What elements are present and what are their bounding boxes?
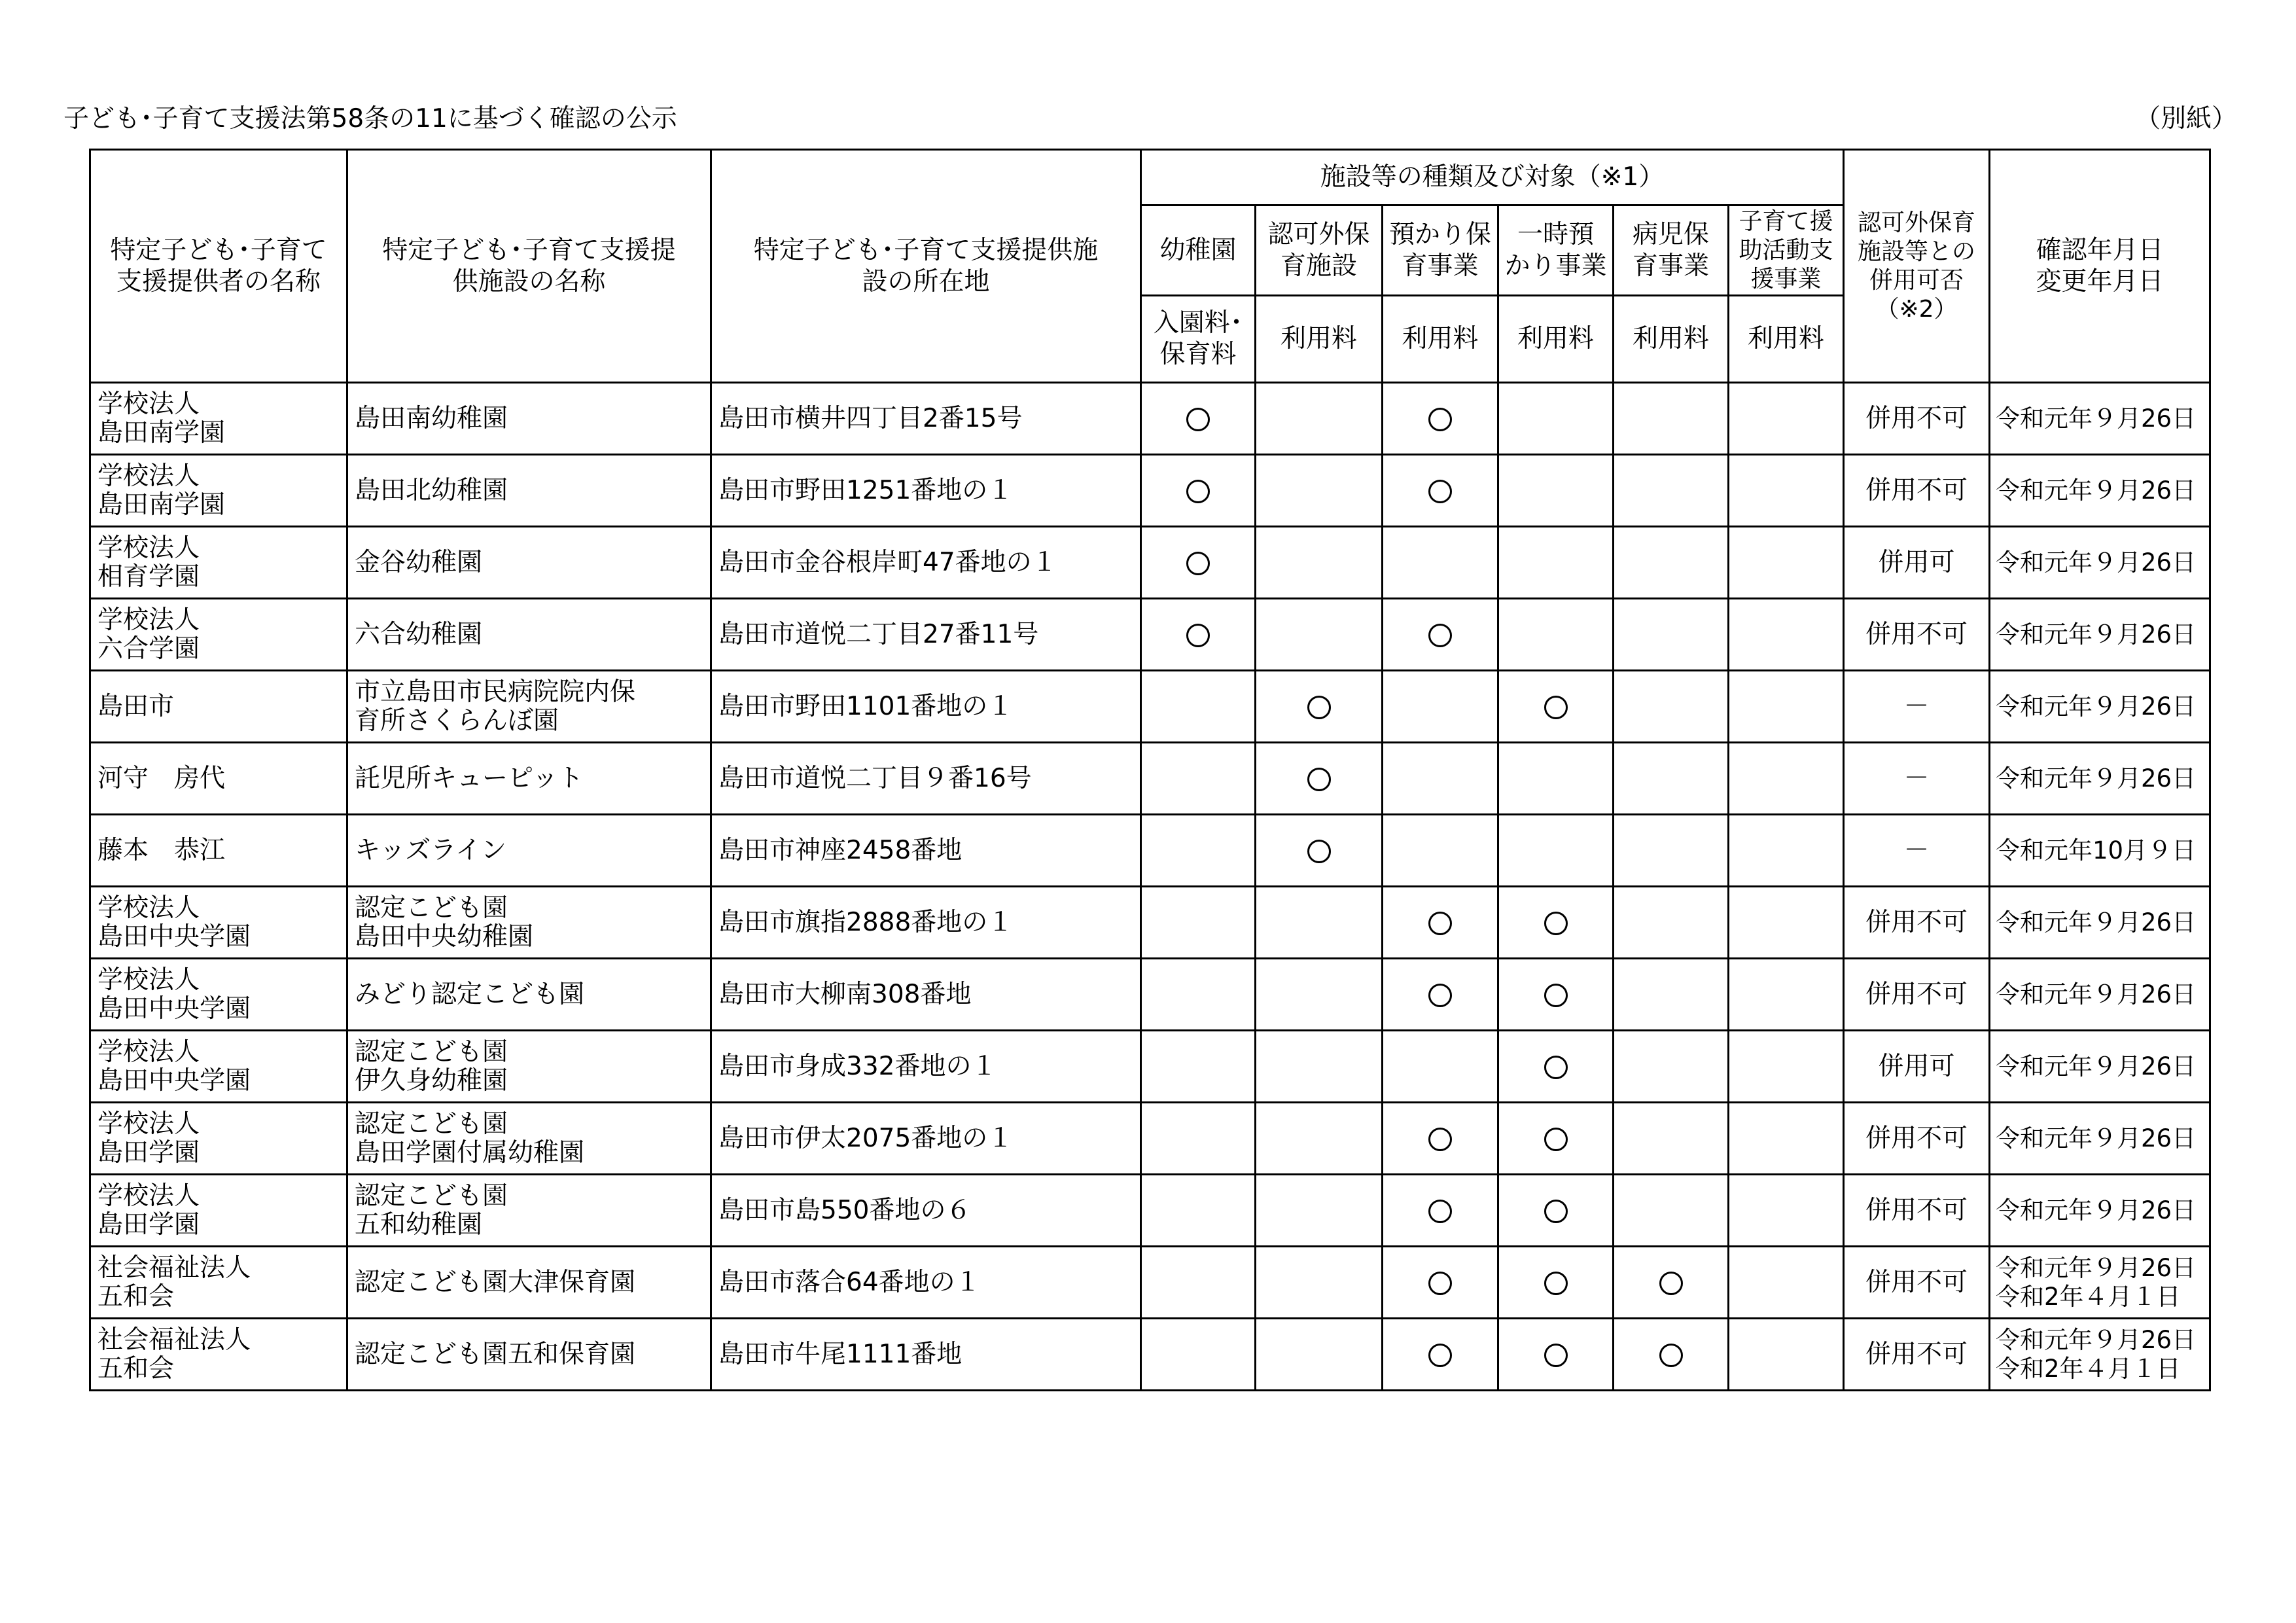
type-cell-unlicensed [1256,1103,1383,1175]
circle-mark-icon [1544,1344,1568,1367]
type-cell-extended-care [1383,599,1498,671]
table-row [90,671,2210,743]
confirmation-table [89,149,2211,1391]
table-body [90,150,2210,1391]
date-cell: 令和元年９月26日 令和2年４月１日 [1990,1247,2210,1319]
type-cell-support-activity [1729,455,1844,527]
combined-use-cell: 併用可 [1844,1031,1990,1103]
table-row [90,1175,2210,1247]
header-type-sick-child-care: 病児保 育事業 [1614,205,1729,296]
circle-mark-icon [1544,696,1568,719]
type-cell-unlicensed [1256,1175,1383,1247]
facility-name-cell: みどり認定こども園 [347,959,711,1031]
circle-mark-icon [1307,696,1331,719]
type-cell-unlicensed [1256,815,1383,887]
type-cell-temporary-care [1498,815,1614,887]
circle-mark-icon [1428,984,1452,1007]
header-type-unlicensed: 認可外保 育施設 [1256,205,1383,296]
circle-mark-icon [1307,840,1331,863]
type-cell-extended-care [1383,959,1498,1031]
facility-address-cell: 島田市牛尾1111番地 [711,1319,1141,1391]
facility-name-cell: キッズライン [347,815,711,887]
type-cell-sick-child-care [1614,1103,1729,1175]
type-cell-kindergarten [1141,887,1256,959]
type-cell-support-activity [1729,1319,1844,1391]
type-cell-temporary-care [1498,1175,1614,1247]
circle-mark-icon [1428,1200,1452,1223]
facility-address-cell: 島田市神座2458番地 [711,815,1141,887]
type-cell-unlicensed [1256,887,1383,959]
date-cell: 令和元年９月26日 [1990,1103,2210,1175]
type-cell-kindergarten [1141,383,1256,455]
combined-use-cell: 併用不可 [1844,887,1990,959]
circle-mark-icon [1186,480,1210,503]
type-cell-support-activity [1729,671,1844,743]
type-cell-unlicensed [1256,959,1383,1031]
header-facility-types: 施設等の種類及び対象（※1） [1141,150,1844,205]
facility-name-cell: 金谷幼稚園 [347,527,711,599]
type-cell-extended-care [1383,455,1498,527]
header-row-group [90,150,2210,205]
header-fee-support-activity: 利用料 [1729,296,1844,383]
type-cell-sick-child-care [1614,599,1729,671]
circle-mark-icon [1186,552,1210,575]
header-fee-temporary-care: 利用料 [1498,296,1614,383]
type-cell-sick-child-care [1614,1031,1729,1103]
table-row [90,959,2210,1031]
circle-mark-icon [1544,1056,1568,1079]
combined-use-cell: － [1844,815,1990,887]
type-cell-support-activity [1729,1247,1844,1319]
combined-use-cell: 併用不可 [1844,383,1990,455]
table-row [90,1103,2210,1175]
type-cell-kindergarten [1141,1175,1256,1247]
date-cell: 令和元年９月26日 [1990,383,2210,455]
facility-address-cell: 島田市身成332番地の１ [711,1031,1141,1103]
facility-name-cell: 認定こども園 島田学園付属幼稚園 [347,1103,711,1175]
facility-name-cell: 認定こども園 五和幼稚園 [347,1175,711,1247]
combined-use-cell: 併用不可 [1844,599,1990,671]
provider-name-cell: 学校法人 島田南学園 [90,383,347,455]
facility-name-cell: 認定こども園五和保育園 [347,1319,711,1391]
combined-use-cell: 併用不可 [1844,1175,1990,1247]
table-row [90,383,2210,455]
facility-name-cell: 認定こども園 伊久身幼稚園 [347,1031,711,1103]
header-fee-unlicensed: 利用料 [1256,296,1383,383]
table-row [90,455,2210,527]
provider-name-cell: 島田市 [90,671,347,743]
provider-name-cell: 学校法人 相育学園 [90,527,347,599]
combined-use-cell: － [1844,743,1990,815]
type-cell-sick-child-care [1614,455,1729,527]
provider-name-cell: 学校法人 島田南学園 [90,455,347,527]
circle-mark-icon [1659,1344,1683,1367]
type-cell-kindergarten [1141,455,1256,527]
date-cell: 令和元年９月26日 [1990,887,2210,959]
type-cell-kindergarten [1141,1103,1256,1175]
type-cell-sick-child-care [1614,743,1729,815]
type-cell-extended-care [1383,1247,1498,1319]
facility-address-cell: 島田市落合64番地の１ [711,1247,1141,1319]
type-cell-extended-care [1383,671,1498,743]
table-row [90,815,2210,887]
type-cell-support-activity [1729,1031,1844,1103]
type-cell-extended-care [1383,887,1498,959]
date-cell: 令和元年９月26日 [1990,1031,2210,1103]
combined-use-cell: 併用不可 [1844,1103,1990,1175]
type-cell-extended-care [1383,815,1498,887]
type-cell-temporary-care [1498,1103,1614,1175]
type-cell-extended-care [1383,1031,1498,1103]
header-fee-sick-child-care: 利用料 [1614,296,1729,383]
circle-mark-icon [1659,1272,1683,1295]
facility-address-cell: 島田市大柳南308番地 [711,959,1141,1031]
header-type-extended-care: 預かり保 育事業 [1383,205,1498,296]
table-row [90,743,2210,815]
circle-mark-icon [1544,984,1568,1007]
circle-mark-icon [1186,624,1210,647]
header-fee-extended-care: 利用料 [1383,296,1498,383]
provider-name-cell: 学校法人 島田中央学園 [90,959,347,1031]
header-type-kindergarten: 幼稚園 [1141,205,1256,296]
provider-name-cell: 学校法人 島田中央学園 [90,1031,347,1103]
type-cell-temporary-care [1498,743,1614,815]
facility-address-cell: 島田市道悦二丁目27番11号 [711,599,1141,671]
type-cell-temporary-care [1498,383,1614,455]
circle-mark-icon [1307,768,1331,791]
facility-address-cell: 島田市横井四丁目2番15号 [711,383,1141,455]
type-cell-extended-care [1383,1175,1498,1247]
type-cell-support-activity [1729,1175,1844,1247]
type-cell-support-activity [1729,743,1844,815]
type-cell-kindergarten [1141,599,1256,671]
header-type-support-activity: 子育て援 助活動支 援事業 [1729,205,1844,296]
type-cell-sick-child-care [1614,959,1729,1031]
type-cell-support-activity [1729,1103,1844,1175]
type-cell-kindergarten [1141,959,1256,1031]
facility-name-cell: 認定こども園 島田中央幼稚園 [347,887,711,959]
type-cell-kindergarten [1141,527,1256,599]
type-cell-kindergarten [1141,1031,1256,1103]
type-cell-extended-care [1383,1319,1498,1391]
type-cell-sick-child-care [1614,671,1729,743]
facility-address-cell: 島田市旗指2888番地の１ [711,887,1141,959]
type-cell-temporary-care [1498,1247,1614,1319]
circle-mark-icon [1428,1128,1452,1151]
facility-name-cell: 託児所キューピット [347,743,711,815]
facility-name-cell: 認定こども園大津保育園 [347,1247,711,1319]
type-cell-kindergarten [1141,743,1256,815]
header-type-temporary-care: 一時預 かり事業 [1498,205,1614,296]
circle-mark-icon [1544,1200,1568,1223]
facility-address-cell: 島田市金谷根岸町47番地の１ [711,527,1141,599]
provider-name-cell: 学校法人 島田中央学園 [90,887,347,959]
type-cell-sick-child-care [1614,1319,1729,1391]
circle-mark-icon [1544,1272,1568,1295]
type-cell-kindergarten [1141,1319,1256,1391]
header-fee-kindergarten: 入園料･ 保育料 [1141,296,1256,383]
type-cell-unlicensed [1256,383,1383,455]
type-cell-unlicensed [1256,527,1383,599]
circle-mark-icon [1428,624,1452,647]
type-cell-temporary-care [1498,1031,1614,1103]
table-row [90,887,2210,959]
type-cell-unlicensed [1256,1247,1383,1319]
type-cell-support-activity [1729,599,1844,671]
date-cell: 令和元年９月26日 [1990,671,2210,743]
type-cell-temporary-care [1498,455,1614,527]
date-cell: 令和元年９月26日 [1990,959,2210,1031]
combined-use-cell: 併用不可 [1844,1319,1990,1391]
header-provider: 特定子ども･子育て 支援提供者の名称 [90,150,347,383]
facility-address-cell: 島田市伊太2075番地の１ [711,1103,1141,1175]
type-cell-kindergarten [1141,1247,1256,1319]
combined-use-cell: 併用不可 [1844,1247,1990,1319]
provider-name-cell: 学校法人 島田学園 [90,1175,347,1247]
circle-mark-icon [1428,912,1452,935]
type-cell-extended-care [1383,743,1498,815]
table-row [90,1031,2210,1103]
type-cell-sick-child-care [1614,887,1729,959]
table-row [90,527,2210,599]
date-cell: 令和元年９月26日 [1990,455,2210,527]
facility-address-cell: 島田市道悦二丁目９番16号 [711,743,1141,815]
type-cell-sick-child-care [1614,815,1729,887]
type-cell-sick-child-care [1614,527,1729,599]
type-cell-kindergarten [1141,671,1256,743]
header-date: 確認年月日 変更年月日 [1990,150,2210,383]
type-cell-temporary-care [1498,599,1614,671]
facility-name-cell: 六合幼稚園 [347,599,711,671]
provider-name-cell: 河守 房代 [90,743,347,815]
type-cell-temporary-care [1498,959,1614,1031]
provider-name-cell: 社会福祉法人 五和会 [90,1319,347,1391]
provider-name-cell: 学校法人 六合学園 [90,599,347,671]
date-cell: 令和元年９月26日 令和2年４月１日 [1990,1319,2210,1391]
type-cell-sick-child-care [1614,383,1729,455]
table-row [90,599,2210,671]
circle-mark-icon [1544,1128,1568,1151]
type-cell-support-activity [1729,815,1844,887]
combined-use-cell: 併用不可 [1844,455,1990,527]
attachment-note: （別紙） [2135,104,2238,134]
type-cell-extended-care [1383,383,1498,455]
circle-mark-icon [1428,480,1452,503]
date-cell: 令和元年９月26日 [1990,1175,2210,1247]
circle-mark-icon [1428,408,1452,431]
type-cell-support-activity [1729,383,1844,455]
date-cell: 令和元年９月26日 [1990,527,2210,599]
header-facility: 特定子ども･子育て支援提 供施設の名称 [347,150,711,383]
facility-address-cell: 島田市野田1101番地の１ [711,671,1141,743]
type-cell-temporary-care [1498,671,1614,743]
type-cell-unlicensed [1256,1319,1383,1391]
type-cell-support-activity [1729,959,1844,1031]
type-cell-support-activity [1729,527,1844,599]
date-cell: 令和元年10月９日 [1990,815,2210,887]
type-cell-extended-care [1383,527,1498,599]
date-cell: 令和元年９月26日 [1990,599,2210,671]
circle-mark-icon [1428,1344,1452,1367]
facility-name-cell: 市立島田市民病院院内保 育所さくらんぼ園 [347,671,711,743]
provider-name-cell: 社会福祉法人 五和会 [90,1247,347,1319]
circle-mark-icon [1428,1272,1452,1295]
type-cell-sick-child-care [1614,1247,1729,1319]
type-cell-unlicensed [1256,455,1383,527]
type-cell-unlicensed [1256,743,1383,815]
type-cell-temporary-care [1498,887,1614,959]
combined-use-cell: 併用可 [1844,527,1990,599]
type-cell-unlicensed [1256,1031,1383,1103]
combined-use-cell: 併用不可 [1844,959,1990,1031]
table-row [90,1319,2210,1391]
type-cell-kindergarten [1141,815,1256,887]
type-cell-temporary-care [1498,1319,1614,1391]
provider-name-cell: 学校法人 島田学園 [90,1103,347,1175]
type-cell-unlicensed [1256,599,1383,671]
type-cell-support-activity [1729,887,1844,959]
table-row [90,1247,2210,1319]
provider-name-cell: 藤本 恭江 [90,815,347,887]
date-cell: 令和元年９月26日 [1990,743,2210,815]
circle-mark-icon [1544,912,1568,935]
facility-name-cell: 島田南幼稚園 [347,383,711,455]
facility-address-cell: 島田市島550番地の６ [711,1175,1141,1247]
type-cell-unlicensed [1256,671,1383,743]
type-cell-extended-care [1383,1103,1498,1175]
circle-mark-icon [1186,408,1210,431]
facility-name-cell: 島田北幼稚園 [347,455,711,527]
type-cell-sick-child-care [1614,1175,1729,1247]
header-combined-use: 認可外保育 施設等との 併用可否 （※2） [1844,150,1990,383]
combined-use-cell: － [1844,671,1990,743]
document-title: 子ども･子育て支援法第58条の11に基づく確認の公示 [63,104,677,134]
facility-address-cell: 島田市野田1251番地の１ [711,455,1141,527]
header-address: 特定子ども･子育て支援提供施 設の所在地 [711,150,1141,383]
type-cell-temporary-care [1498,527,1614,599]
